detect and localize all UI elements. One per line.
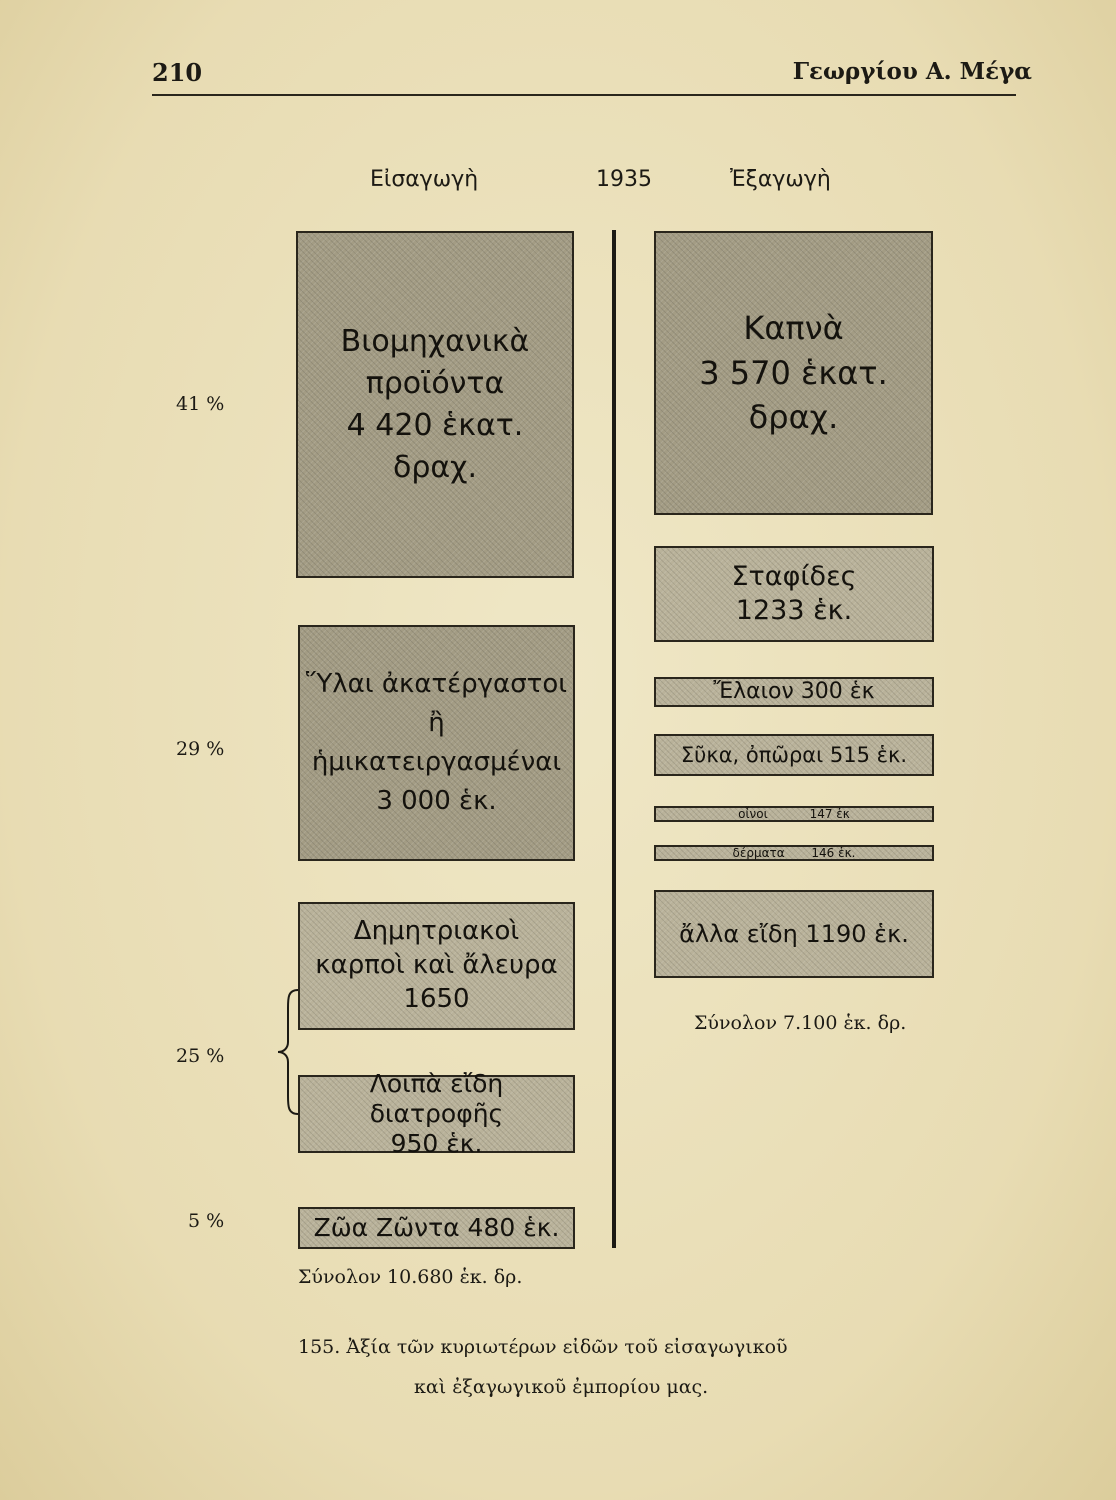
export-box-hides <box>654 845 934 861</box>
export-box-other-goods <box>654 890 934 978</box>
running-header-author: Γεωργίου Α. Μέγα <box>792 58 1032 85</box>
import-label-cereals: Δημητριακοὶ καρποὶ καὶ ἄλευρα 1650 <box>315 916 558 1014</box>
import-box-live-animals <box>298 1207 575 1249</box>
export-label-figs-fruits: Σῦκα, ὀπῶραι 515 ἑκ. <box>680 742 908 767</box>
export-label-oil: Ἔλαιον 300 ἑκ <box>713 679 875 704</box>
import-total: Σύνολον 10.680 ἑκ. δρ. <box>298 1266 523 1288</box>
import-label-raw-materials: Ὕλαι ἀκατέργαστοι ἢ ἡμικατειργασμέναι 3 000 ἑκ. <box>305 669 568 816</box>
export-box-wines <box>654 806 934 822</box>
export-label-wines: οἶνοι 147 ἑκ <box>738 807 850 821</box>
import-box-raw-materials <box>298 625 575 861</box>
brace-food-group <box>276 988 306 1116</box>
page-number: 210 <box>152 58 203 87</box>
export-total: Σύνολον 7.100 ἑκ. δρ. <box>694 1012 907 1034</box>
import-box-industrial <box>296 231 574 578</box>
import-box-other-food <box>298 1069 575 1158</box>
export-label-other-goods: ἄλλα εἴδη 1190 ἑκ. <box>679 919 909 948</box>
import-column-title: Εἰσαγωγὴ <box>370 167 479 192</box>
year-title: 1935 <box>596 167 652 192</box>
export-column-title: Ἐξαγωγὴ <box>730 167 831 192</box>
percent-live-animals: 5 % <box>188 1210 225 1232</box>
export-box-oil <box>654 677 934 707</box>
import-label-live-animals: Ζῶα Ζῶντα 480 ἑκ. <box>313 1213 560 1243</box>
import-label-industrial: Βιομηχανικὰ προϊόντα 4 420 ἑκατ. δραχ. <box>340 323 530 485</box>
export-box-figs-fruits <box>654 734 934 776</box>
import-box-cereals <box>298 902 575 1030</box>
percent-industrial: 41 % <box>176 393 225 415</box>
percent-food: 25 % <box>176 1045 225 1067</box>
export-label-raisins: Σταφίδες 1233 ἑκ. <box>731 561 857 626</box>
header-rule <box>152 94 1016 96</box>
export-box-tobacco <box>654 231 933 515</box>
percent-raw-materials: 29 % <box>176 738 225 760</box>
export-box-raisins <box>654 546 934 642</box>
center-divider <box>612 230 616 1248</box>
export-label-tobacco: Καπνὰ 3 570 ἑκατ. δραχ. <box>699 308 888 437</box>
import-label-other-food: Λοιπὰ εἴδη διατροφῆς 950 ἑκ. <box>369 1069 504 1158</box>
figure-caption-line-1: 155. Ἀξία τῶν κυριωτέρων εἰδῶν τοῦ εἰσαγωγικοῦ <box>298 1336 788 1358</box>
export-label-hides: δέρματα 146 ἑκ. <box>732 846 856 860</box>
figure-caption-line-2: καὶ ἐξαγωγικοῦ ἐμπορίου μας. <box>414 1376 709 1398</box>
